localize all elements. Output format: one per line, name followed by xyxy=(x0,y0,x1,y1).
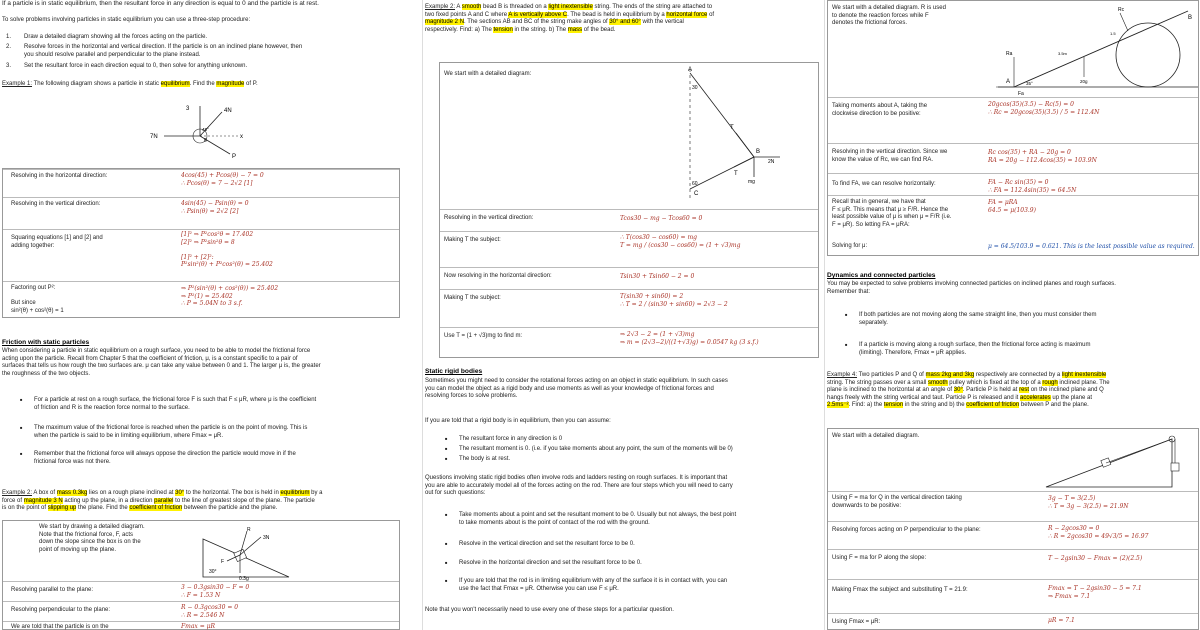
row-math: [1]² ⇒ P²cos²θ = 17.402 [2]² ⇒ P²sin²θ = 8 [1]² + [2]²: P²sin²(θ) + P²cos²(θ) = 25.402 xyxy=(181,231,273,268)
axis-label-x: x xyxy=(240,134,243,140)
row-label: We are told that the particle is on the xyxy=(11,624,109,630)
step-3-number: 3. xyxy=(6,63,12,69)
rigid-note: Note that you won't necessarily need to use every one of these steps for a particular question. xyxy=(425,607,674,613)
row-math: ⇒ P²(sin²(θ) + cos²(θ)) = 25.402 ⇒ P²(1) = 25.402 ∴ P = 5.04N to 3 s.f. xyxy=(181,285,279,307)
point-a-label: A xyxy=(1006,79,1011,85)
rigid-bodies-heading: Static rigid bodies xyxy=(425,368,483,375)
row-math: ⇒ 2√3 − 2 = (1 + √3)mg ⇒ m = (2√3−2)/((1+√3)g) = 0.0547 kg (3 s.f.) xyxy=(620,331,759,346)
point-b-label: B xyxy=(756,149,761,155)
friction-heading: Friction with static particles xyxy=(2,339,90,346)
row-label: Resolving in the vertical direction. Since we know the value of Rc, we can find RA. xyxy=(832,149,948,163)
row-label: Resolving parallel to the plane: xyxy=(11,587,94,593)
example-3-working-table xyxy=(827,0,1199,256)
angle-30: 30 xyxy=(692,85,698,91)
row-label: Factoring out P²: But since sin²(θ) + cos²(θ) = 1 xyxy=(11,285,64,314)
dynamics-heading: Dynamics and connected particles xyxy=(827,272,936,279)
step-2-number: 2. xyxy=(6,44,12,50)
weight-label: 0.3g xyxy=(239,576,249,582)
rigid-assumption: ■ The resultant moment is 0. (i.e. if you take moments about any point, the sum of the moments will be 0) xyxy=(445,446,815,454)
row-label: Resolving in the vertical direction: xyxy=(11,201,101,207)
row-label: Using Fmax = μR: xyxy=(832,619,881,625)
force-label-4n: 4N xyxy=(224,108,232,114)
row-math: ∴ T(cos30 − cos60) = mg T = mg / (cos30 − cos60) = (1 + √3)mg xyxy=(620,234,741,249)
friction-bullet: ■ Remember that the frictional force will always oppose the direction the particle would move in if the frictional force was not there. xyxy=(20,451,400,466)
step-1-number: 1. xyxy=(6,34,12,40)
force-label-2n: 2N xyxy=(768,159,775,165)
friction-bullet: ■ The maximum value of the frictional force is reached when the particle is on the point of moving. This is when the particle is said to be in limiting equilibrium, where Fmax = μR. xyxy=(20,425,400,440)
diagram-intro: We start with a detailed diagram. xyxy=(832,433,920,439)
column-right xyxy=(824,0,1200,630)
example-2-question: Example 2: A box of mass 0.3kg lies on a rough plane inclined at 30° to the horizontal. The box is held in equilibrium by a force of magnitude 3 N acting up the plane, in a direction parallel to the line of greatest slope of the plane. The particle is on the point of slipping up the plane. Find the coefficient of friction between the particle and the plane. xyxy=(2,490,323,511)
dynamics-bullet: ■ If both particles are not moving along the same straight line, then you must consider them separately. xyxy=(845,312,1195,327)
row-math: Tcos30 − mg − Tcos60 = 0 xyxy=(620,215,703,222)
row-math: T(sin30 + sin60) = 2 ∴ T = 2 / (sin30 + sin60) = 2√3 − 2 xyxy=(620,293,728,308)
row-math: R − 2gcos30 = 0 ∴ R = 2gcos30 = 49√3/5 = 16.97 xyxy=(1048,525,1149,540)
bead-string-diagram xyxy=(630,65,780,205)
friction-bullet: ■ For a particle at rest on a rough surface, the frictional force F is such that F ≤ μR, where μ is the coefficient of friction and R is the reaction force normal to the surface. xyxy=(20,397,400,412)
length-3-5: 3.5m xyxy=(1058,51,1067,56)
force-label-p: P xyxy=(232,154,237,160)
procedure-intro: To solve problems involving particles in static equilibrium you can use a three-step procedure: xyxy=(2,17,251,23)
friction-body: When considering a particle in static equilibrium on a rough surface, you need to be able to model the frictional force acting upon the particle. Recall from Chapter 5 that the coefficient of friction, μ, is a constant specific to a pair of surfaces that tells us how rough the two surfaces are. μ can take any value between 0 and 1. The larger μ is, the greater the roughness of the two objects. xyxy=(2,348,321,377)
pulley-incline-diagram xyxy=(1042,433,1192,491)
example-4-question: Example 4: Two particles P and Q of mass 2kg and 3kg respectively are connected by a light inextensible string. The string passes over a small smooth pulley which is fixed at the top of a rough inclined plane. The plane is inclined to the horizontal at an angle of 30°. Particle P is held at rest on the inclined plane and Q hangs freely with the string vertical and taut. Particle P is released and it accelerates up the plane at 2.5ms⁻². Find: a) the tension in the string and b) the coefficient of friction between P and the plane. xyxy=(827,372,1110,408)
row-label: Recall that in general, we have that F ≤ μR. This means that μ ≥ F/R. Hence the least possible value of μ is when μ = F/R (i.e. F = μR). So letting FA = μRA: xyxy=(832,199,952,228)
example-2-inclined-plane-diagram xyxy=(199,525,309,581)
row-label: Resolving forces acting on P perpendicular to the plane: xyxy=(832,527,981,533)
row-label: Squaring equations [1] and [2] and adding together: xyxy=(11,235,103,249)
row-math: μ = 64.5/103.9 = 0.621. This is the least possible value as required. xyxy=(988,243,1195,250)
reaction-label: R xyxy=(247,527,251,533)
point-a-label: A xyxy=(688,67,693,73)
ladder-cylinder-diagram xyxy=(998,5,1198,95)
angle-35: 35° xyxy=(1026,81,1033,86)
row-label: Making Fmax the subject and substituting T = 21.9: xyxy=(832,587,968,593)
example-2b-working-table xyxy=(439,62,819,358)
example-2-working-table xyxy=(2,520,400,630)
row-math: Tsin30 + Tsin60 − 2 = 0 xyxy=(620,273,695,280)
row-label: Using F = ma for P along the slope: xyxy=(832,555,927,561)
force-label-3n: 3N xyxy=(263,535,270,541)
row-math: FA = μRA 64.5 = μ(103.9) xyxy=(988,199,1036,214)
row-label: Solving for μ: xyxy=(832,243,868,249)
row-label: Making T the subject: xyxy=(444,237,501,243)
row-math: R − 0.3gcos30 = 0 ∴ R = 2.546 N xyxy=(181,604,239,619)
example-1-question: Example 1: The following diagram shows a particle in static equilibrium. Find the magnitude of P. xyxy=(2,81,258,87)
row-math: Fmax = μR xyxy=(181,623,216,630)
friction-label: F xyxy=(221,559,225,565)
force-label-3: 3 xyxy=(186,106,190,112)
row-label: Resolving in the vertical direction: xyxy=(444,215,534,221)
example-4-working-table xyxy=(827,428,1199,630)
length-1-5: 1.5 xyxy=(1110,31,1116,36)
incline-angle: 30° xyxy=(209,569,217,575)
row-math: 4cos(45) + Pcos(θ) − 7 = 0 ∴ Pcos(θ) = 7 − 2√2 [1] xyxy=(181,172,264,187)
row-label: Resolving in the horizontal direction: xyxy=(11,173,108,179)
angle-60: 60 xyxy=(692,181,698,187)
rigid-step: ■ Resolve in the horizontal direction and set the resultant force to be 0. xyxy=(445,560,815,568)
intro-sentence: If a particle is in static equilibrium, then the resultant force in any direction is equal to 0 and the particle is at rest. xyxy=(2,0,319,7)
reaction-a-label: Ra xyxy=(1006,51,1013,57)
weight-label-mg: mg xyxy=(748,179,755,185)
weight-20g: 20g xyxy=(1080,79,1088,84)
rigid-bodies-body: Sometimes you might need to consider the rotational forces acting on an object in static equilibrium. In such cases you can model the object as a rigid body and use moments as well as your knowledge of frictional forces and resolving forces to solve problems. xyxy=(425,378,728,399)
row-label: Resolving perpendicular to the plane: xyxy=(11,607,111,613)
row-math: Fmax = T − 2gsin30 − 5 = 7.1 ⇒ Fmax = 7.1 xyxy=(1048,585,1142,600)
row-math: FA − Rc sin(35) = 0 ∴ FA = 112.4sin(35) = 64.5N xyxy=(988,179,1077,194)
angle-45: 45° xyxy=(202,127,209,132)
step-1-text: Draw a detailed diagram showing all the forces acting on the particle. xyxy=(24,34,208,40)
example-1-force-diagram xyxy=(150,98,270,168)
rigid-assumption: ■ The body is at rest. xyxy=(445,456,815,464)
row-label: Taking moments about A, taking the clockwise direction to be positive: xyxy=(832,103,928,117)
rigid-assumption: ■ The resultant force in any direction is 0 xyxy=(445,436,815,444)
row-label: Use T = (1 + √3)mg to find m: xyxy=(444,333,523,339)
diagram-intro: We start with a detailed diagram: xyxy=(444,71,532,77)
point-b-label: B xyxy=(1188,15,1193,21)
row-label: To find FA, we can resolve horizontally: xyxy=(832,181,936,187)
row-label: Using F = ma for Q in the vertical direction taking downwards to be positive: xyxy=(832,495,962,509)
dynamics-bullet: ■ If a particle is moving along a rough surface, then the frictional force acting is maximum (limiting). Therefore, Fmax = μR applies. xyxy=(845,342,1195,357)
rigid-step: ■ Resolve in the vertical direction and set the resultant force to be 0. xyxy=(445,541,815,549)
row-math: μR = 7.1 xyxy=(1048,617,1075,624)
row-label: Making T the subject: xyxy=(444,295,501,301)
row-math: 4sin(45) − Psin(θ) = 0 ∴ Psin(θ) = 2√2 [2] xyxy=(181,200,249,215)
diagram-intro: We start with a detailed diagram. R is used to denote the reaction forces while F denotes the frictional forces. xyxy=(832,5,946,26)
column-left xyxy=(0,0,402,630)
friction-a-label: Fa xyxy=(1018,91,1024,97)
row-math: 3 − 0.3gsin30 − F = 0 ∴ F = 1.53 N xyxy=(181,584,250,599)
angle-theta: θ xyxy=(204,138,207,144)
example-2b-question: Example 2: A smooth bead B is threaded on a light inextensible string. The ends of the string are attached to two fixed points A and C where A is vertically above C. The bead is held in equilibrium by a horizontal force of magnitude 2 N. The sections AB and BC of the string make angles of 30° and 60° with the vertical respectively. Find: a) The tension in the string. b) The mass of the bead. xyxy=(425,4,715,33)
tension-label-2: T xyxy=(734,171,738,177)
row-math: T − 2gsin30 − Fmax = (2)(2.5) xyxy=(1048,555,1143,562)
column-middle xyxy=(422,0,820,630)
row-label: Now resolving in the horizontal direction: xyxy=(444,273,552,279)
row-math: 3g − T = 3(2.5) ∴ T = 3g − 3(2.5) = 21.9N xyxy=(1048,495,1129,510)
row-math: 20gcos(35)(3.5) − Rc(5) = 0 ∴ Rc = 20gcos(35)(3.5) / 5 = 112.4N xyxy=(988,101,1100,116)
force-label-7n: 7N xyxy=(150,134,158,140)
example-1-working-table xyxy=(2,168,400,318)
rigid-told: If you are told that a rigid body is in equilibrium, then you can assume: xyxy=(425,418,611,424)
rigid-step: ■ Take moments about a point and set the resultant moment to be 0. Usually but not always, the best point to take moments about is the point of contact of the rod with the ground. xyxy=(445,512,815,527)
dynamics-body: You may be expected to solve problems involving connected particles on inclined planes and rough surfaces. Remember that: xyxy=(827,281,1116,295)
example-2-start-note: We start by drawing a detailed diagram. Note that the frictional force, F, acts down the slope since the box is on the point of moving up the plane. xyxy=(39,524,145,553)
tension-label-1: T xyxy=(730,125,734,131)
step-3-text: Set the resultant force in each direction equal to 0, then solve for anything unknown. xyxy=(24,63,248,69)
rigid-step: ■ If you are told that the rod is in limiting equilibrium with any of the surface it is in contact with, you can use the fact that Fmax = μR. Otherwise you can use F ≤ μR. xyxy=(445,578,815,593)
rigid-questions: Questions involving static rigid bodies often involve rods and ladders resting on rough surfaces. It is important that you are able to accurately model all of the forces acting on the rod. There are four steps which you will need to carry out for such questions: xyxy=(425,475,733,496)
row-math: Rc cos(35) + RA − 20g = 0 RA = 20g − 112.4cos(35) = 103.9N xyxy=(988,149,1097,164)
point-c-label: C xyxy=(694,191,699,197)
reaction-c-label: Rc xyxy=(1118,7,1125,13)
step-2-text: Resolve forces in the horizontal and vertical direction. If the particle is on an inclined plane however, then you should resolve parallel and perpendicular to the plane instead. xyxy=(24,44,303,58)
